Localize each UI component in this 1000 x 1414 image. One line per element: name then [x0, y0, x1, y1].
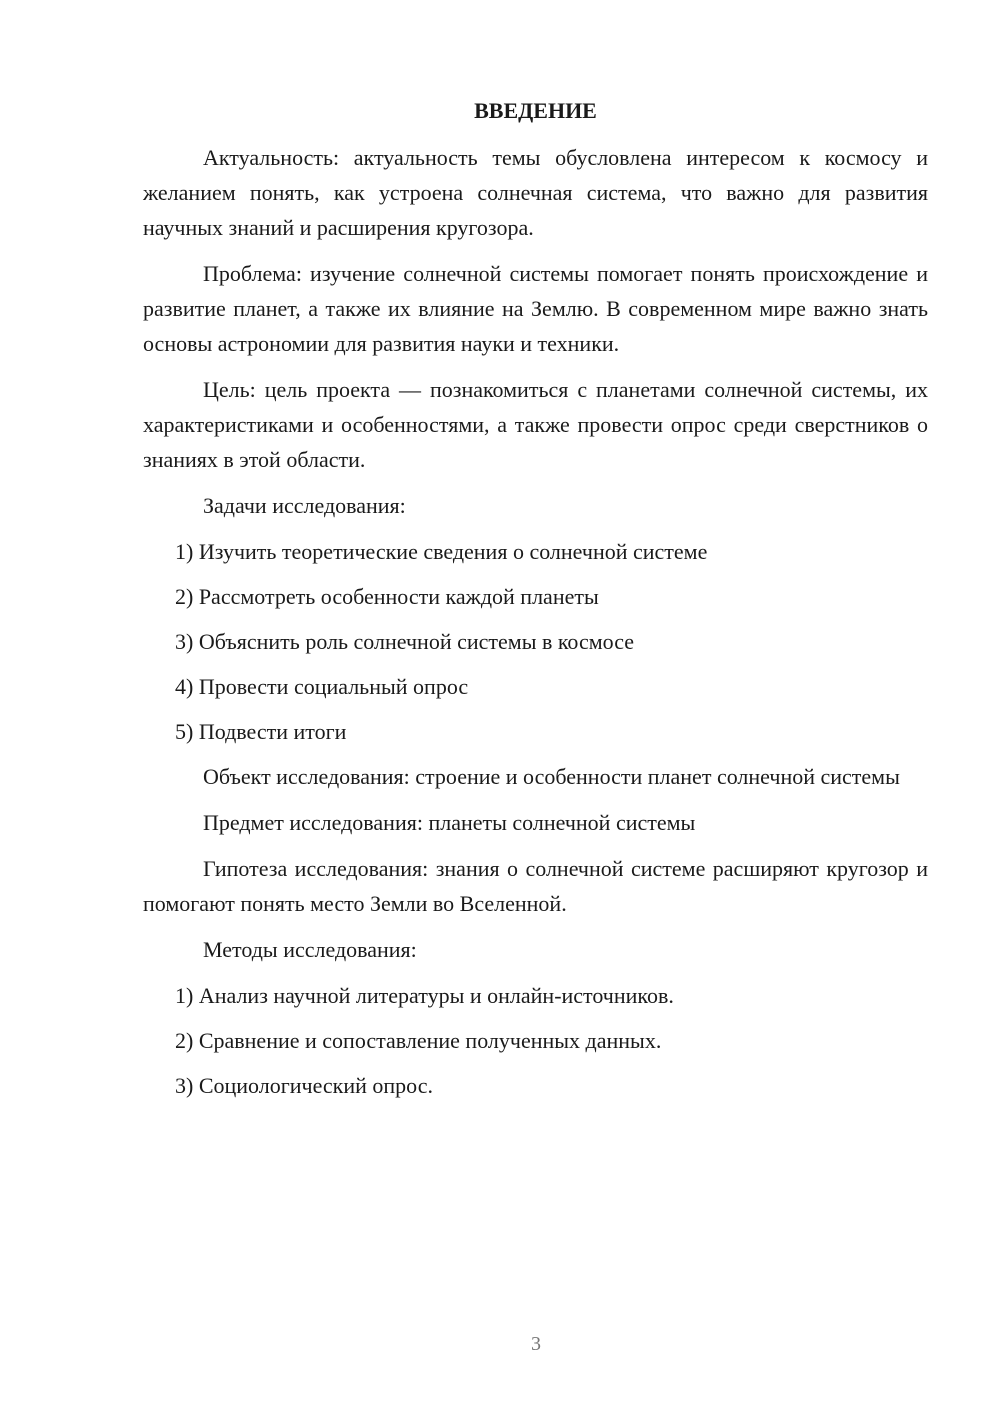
paragraph: Объект исследования: строение и особенности планет солнечной системы: [203, 764, 900, 789]
list-item: 2) Сравнение и сопоставление полученных данных.: [175, 1028, 662, 1053]
list-item: 5) Подвести итоги: [175, 719, 347, 744]
numbered-list: [143, 534, 928, 749]
document-page: [143, 96, 928, 1113]
paragraph: Задачи исследования:: [203, 493, 406, 518]
list-item: 3) Социологический опрос.: [175, 1073, 433, 1098]
paragraph: Актуальность: актуальность темы обусловлена интересом к космосу и желанием понять, как устроена солнечная система, что важно для развития научных знаний и расширения кругозора.: [143, 145, 928, 240]
page-number: 3: [531, 1333, 541, 1355]
paragraph: Методы исследования:: [203, 937, 417, 962]
paragraph: Гипотеза исследования: знания о солнечной системе расширяют кругозор и помогают понять место Земли во Вселенной.: [143, 856, 928, 916]
list-item: 4) Провести социальный опрос: [175, 674, 469, 699]
document-body: [143, 140, 928, 1103]
paragraph: Цель: цель проекта — познакомиться с планетами солнечной системы, их характеристиками и особенностями, а также провести опрос среди сверстников о знаниях в этой области.: [143, 377, 928, 472]
paragraph: Предмет исследования: планеты солнечной системы: [203, 810, 696, 835]
paragraph: Проблема: изучение солнечной системы помогает понять происхождение и развитие планет, а также их влияние на Землю. В современном мире важно знать основы астрономии для развития науки и техники.: [143, 261, 928, 356]
list-item: 1) Анализ научной литературы и онлайн-источников.: [175, 983, 674, 1008]
page-title: ВВЕДЕНИЕ: [474, 98, 597, 123]
list-item: 1) Изучить теоретические сведения о солнечной системе: [175, 539, 708, 564]
list-item: 3) Объяснить роль солнечной системы в космосе: [175, 629, 635, 654]
numbered-list: [143, 978, 928, 1103]
list-item: 2) Рассмотреть особенности каждой планеты: [175, 584, 599, 609]
